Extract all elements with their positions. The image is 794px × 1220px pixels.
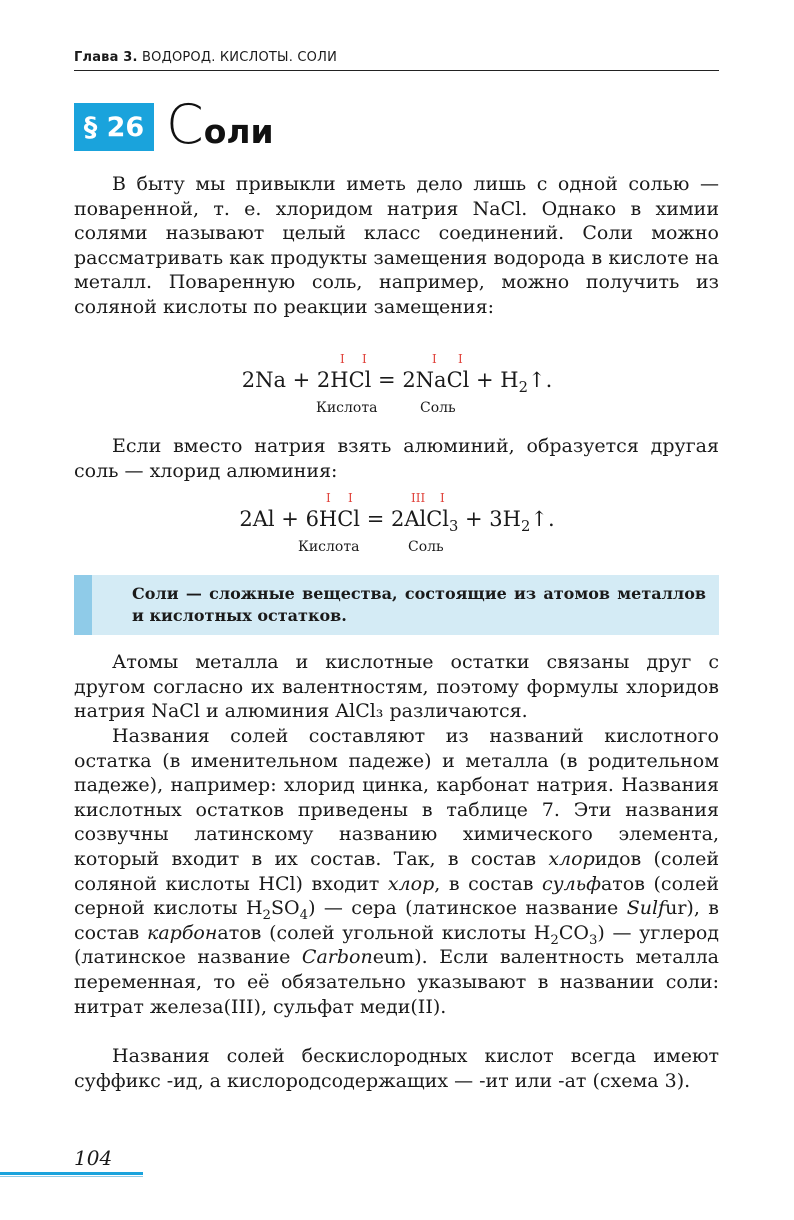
- label-salt: Соль: [408, 539, 444, 555]
- paragraph-aluminium: Если вместо натрия взять алюминий, образуется другая соль — хлорид алюминия:: [74, 435, 719, 482]
- chapter-label: Глава 3.: [74, 50, 138, 65]
- section-badge: § 26: [74, 103, 154, 151]
- page-title: [166, 93, 274, 156]
- label-acid: Кислота: [298, 539, 360, 555]
- label-salt: Соль: [420, 400, 456, 416]
- equation-aluminium: 2Al + 6HCl = 2AlCl$_3$ + $3H_2↑$.: [239, 507, 555, 536]
- definition-box: [74, 575, 719, 635]
- valence-mark: I: [326, 491, 331, 505]
- definition-text: Соли — сложные вещества, состоящие из атомов металлов и кислотных остатков.: [132, 584, 706, 625]
- valence-mark: I: [458, 352, 463, 366]
- valence-mark: I: [432, 352, 437, 366]
- paragraph-intro: В быту мы привыкли иметь дело лишь с одной солью — поваренной, т. е. хлоридом натрия NaCl. Однако в химии солями называют целый класс соединений. Соли можно рассматривать как продукты замещения водорода в кислоте на металл. Поваренную соль, например, можно получить из соляной кислоты по реакции замещения:: [74, 173, 719, 318]
- definition-bar: [74, 575, 92, 635]
- valence-mark: I: [340, 352, 345, 366]
- footer-line: [0, 1176, 143, 1177]
- equation-sodium: 2Na + 2HCl = 2NaCl + $H_2↑$.: [241, 368, 553, 397]
- header-rule: [74, 70, 719, 71]
- footer-bar: [0, 1172, 143, 1175]
- paragraph-valence: Атомы металла и кислотные остатки связаны друг с другом согласно их валентностям, поэтому формулы хлоридов натрия NaCl и алюминия AlCl₃ различаются.: [74, 651, 719, 723]
- running-header: [74, 50, 719, 65]
- valence-mark: I: [362, 352, 367, 366]
- label-acid: Кислота: [316, 400, 378, 416]
- page-number: 104: [74, 1146, 113, 1170]
- chapter-title: ВОДОРОД. КИСЛОТЫ. СОЛИ: [142, 50, 337, 65]
- valence-mark: III: [411, 491, 426, 505]
- valence-mark: I: [440, 491, 445, 505]
- valence-mark: I: [348, 491, 353, 505]
- paragraph-suffixes: Названия солей бескислородных кислот всегда имеют суффикс -ид, а кислородсодержащих — -ит или -ат (схема 3).: [74, 1045, 719, 1092]
- paragraph-names: Названия солей составляют из названий кислотного остатка (в именительном падеже) и металла (в родительном падеже), например: хлорид цинка, карбонат натрия. Названия кислотных остатков приведены в таблице 7. Эти названия созвучны латинскому названию химического элемента, который входит в их состав. Так, в состав хлоридов (солей соляной кислоты HCl) входит хлор, в состав сульфатов (солей серной кислоты $H_2SO_4$) — сера (латинское название Sulfur), в состав карбонатов (солей угольной кислоты $H_2CO_3$) — углерод (латинское название Carboneum). Если валентность металла переменная, то её обязательно указывают в названии соли: нитрат железа(III), сульфат меди(II).: [74, 725, 720, 1018]
- title-initial: С: [166, 93, 204, 156]
- title-rest: оли: [203, 112, 274, 151]
